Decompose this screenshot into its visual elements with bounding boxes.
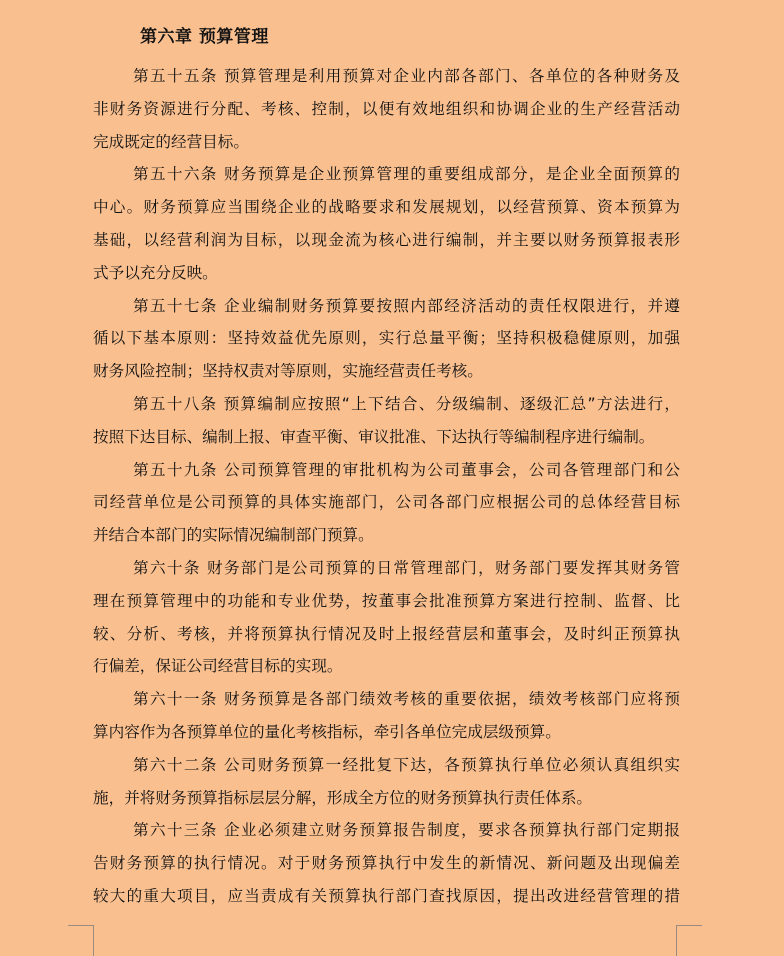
paragraph-line: 中心。财务预算应当围绕企业的战略要求和发展规划，以经营预算、资本预算为 xyxy=(93,198,680,217)
paragraph-line: 并结合本部门的实际情况编制部门预算。 xyxy=(93,526,374,545)
paragraph-line: 第五十六条 财务预算是企业预算管理的重要组成部分，是企业全面预算的 xyxy=(133,165,680,184)
paragraph-line: 第五十五条 预算管理是利用预算对企业内部各部门、各单位的各种财务及 xyxy=(133,67,680,85)
article-paragraph xyxy=(93,552,680,683)
paragraph-line: 第五十九条 公司预算管理的审批机构为公司董事会，公司各管理部门和公 xyxy=(133,460,680,479)
paragraph-line: 司经营单位是公司预算的具体实施部门，公司各部门应根据公司的总体经营目标 xyxy=(93,493,680,512)
paragraph-line: 按照下达目标、编制上报、审查平衡、审议批准、下达执行等编制程序进行编制。 xyxy=(93,427,655,446)
document-body xyxy=(93,60,680,913)
page-corner-mark-right xyxy=(676,925,702,956)
page-corner-mark-left xyxy=(68,925,94,956)
paragraph-line: 第六十二条 公司财务预算一经批复下达，各预算执行单位必须认真组织实 xyxy=(133,755,680,774)
article-paragraph xyxy=(93,388,680,454)
article-paragraph xyxy=(93,814,680,912)
paragraph-line: 第五十八条 预算编制应按照“上下结合、分级编制、逐级汇总”方法进行， xyxy=(133,394,680,413)
paragraph-line: 第六十条 财务部门是公司预算的日常管理部门，财务部门要发挥其财务管 xyxy=(133,558,680,577)
paragraph-line: 非财务资源进行分配、考核、控制，以便有效地组织和协调企业的生产经营活动 xyxy=(93,99,680,118)
paragraph-line: 第六十三条 企业必须建立财务预算报告制度，要求各预算执行部门定期报 xyxy=(133,821,680,840)
paragraph-line: 较、分析、考核，并将预算执行情况及时上报经营层和董事会，及时纠正预算执 xyxy=(93,624,680,643)
paragraph-line: 完成既定的经营目标。 xyxy=(93,132,249,151)
article-paragraph xyxy=(93,683,680,749)
paragraph-line: 财务风险控制；坚持权责对等原则，实施经营责任考核。 xyxy=(93,362,483,381)
paragraph-line: 循以下基本原则：坚持效益优先原则，实行总量平衡；坚持积极稳健原则，加强 xyxy=(93,329,680,348)
paragraph-line: 施，并将财务预算指标层层分解，形成全方位的财务预算执行责任体系。 xyxy=(93,788,593,807)
paragraph-line: 基础，以经营利润为目标，以现金流为核心进行编制，并主要以财务预算报表形 xyxy=(93,230,680,249)
paragraph-line: 第五十七条 企业编制财务预算要按照内部经济活动的责任权限进行，并遵 xyxy=(133,296,680,315)
paragraph-line: 告财务预算的执行情况。对于财务预算执行中发生的新情况、新问题及出现偏差 xyxy=(93,854,680,873)
article-paragraph xyxy=(93,749,680,815)
article-paragraph xyxy=(93,290,680,388)
article-paragraph xyxy=(93,60,680,158)
paragraph-line: 较大的重大项目，应当责成有关预算执行部门查找原因，提出改进经营管理的措 xyxy=(93,886,680,905)
paragraph-line: 第六十一条 财务预算是各部门绩效考核的重要依据，绩效考核部门应将预 xyxy=(133,690,680,709)
paragraph-line: 理在预算管理中的功能和专业优势，按董事会批准预算方案进行控制、监督、比 xyxy=(93,591,680,610)
paragraph-line: 式予以充分反映。 xyxy=(93,263,218,282)
paragraph-line: 算内容作为各预算单位的量化考核指标，牵引各单位完成层级预算。 xyxy=(93,722,561,741)
chapter-title: 第六章 预算管理 xyxy=(140,27,269,47)
paragraph-line: 行偏差，保证公司经营目标的实现。 xyxy=(93,657,343,676)
article-paragraph xyxy=(93,454,680,552)
article-paragraph xyxy=(93,158,680,289)
